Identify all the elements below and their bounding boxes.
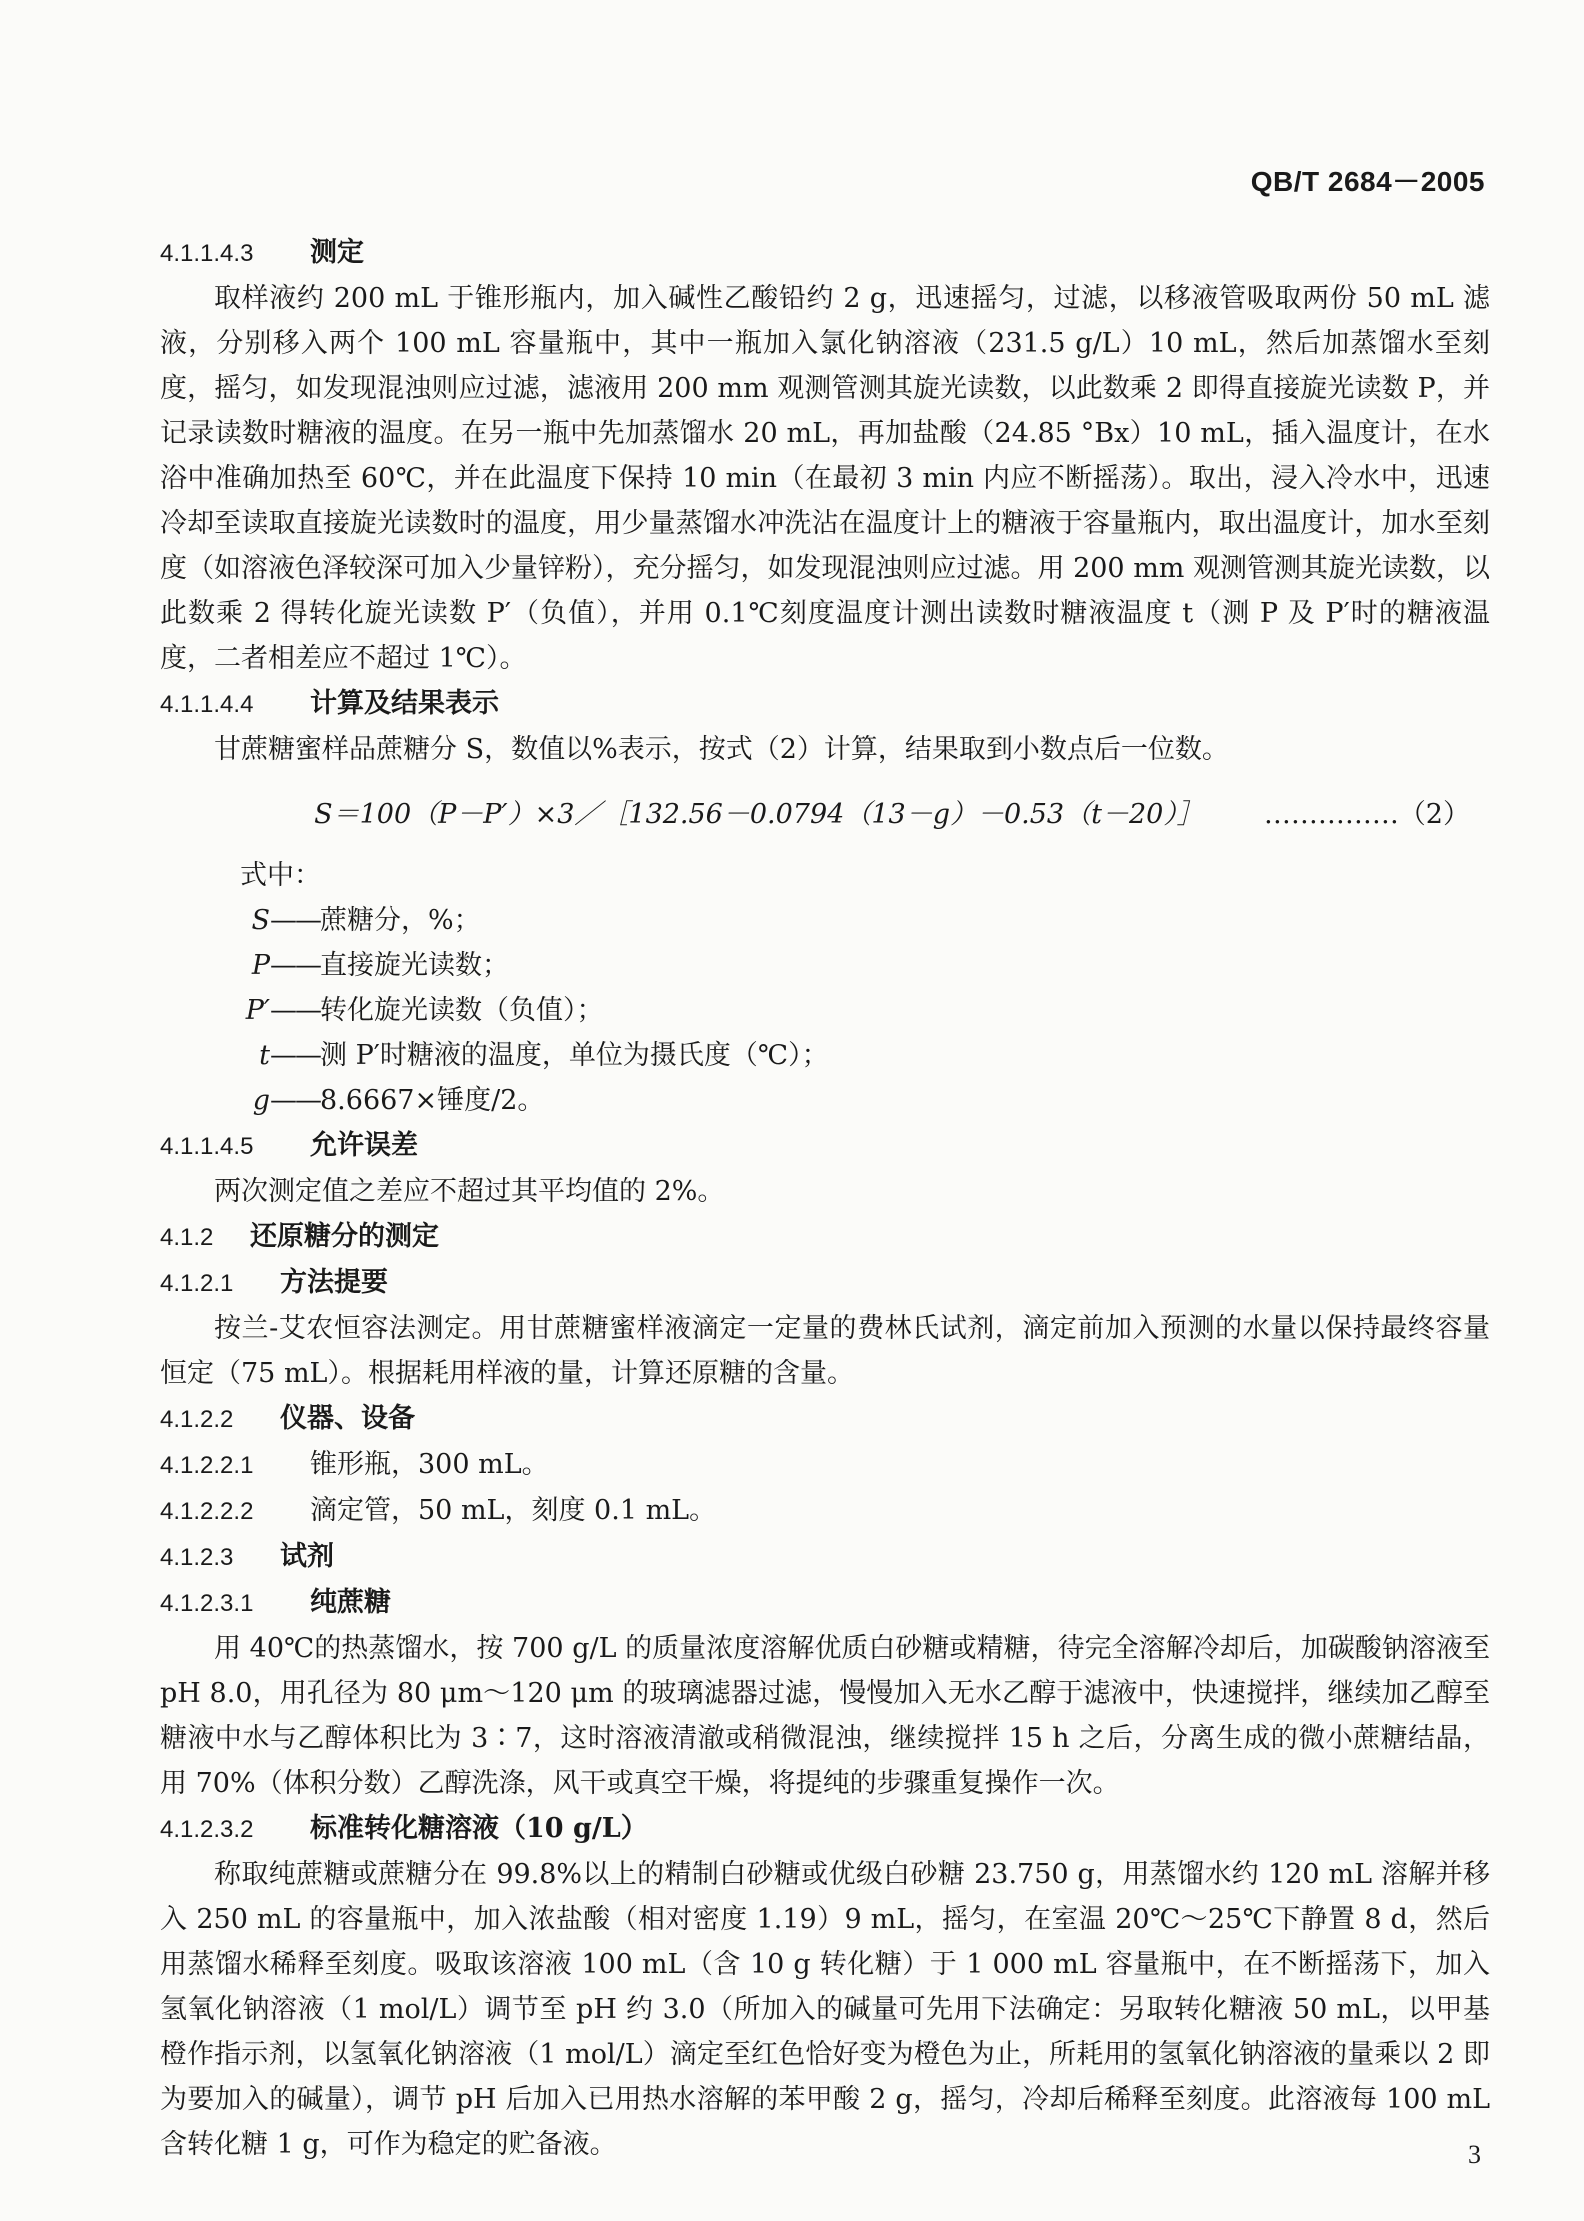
section-title: 计算及结果表示	[310, 688, 499, 719]
definition-item	[160, 1078, 1490, 1123]
section-heading	[160, 681, 1490, 727]
definition-dash: ——	[270, 950, 320, 981]
definition-dash: ——	[270, 905, 320, 936]
definition-dash: ——	[270, 1085, 320, 1116]
paragraph: 两次测定值之差应不超过其平均值的 2%。	[214, 1176, 725, 1207]
section-title: 标准转化糖溶液（10 g/L）	[310, 1813, 648, 1844]
section-text: 滴定管，50 mL，刻度 0.1 mL。	[310, 1495, 717, 1526]
section-heading	[160, 1534, 1490, 1580]
definition-text: 测 P′时糖液的温度，单位为摄氏度（℃）；	[320, 1040, 829, 1071]
paragraph: 甘蔗糖蜜样品蔗糖分 S，数值以%表示，按式（2）计算，结果取到小数点后一位数。	[214, 734, 1229, 765]
standard-code: QB/T 2684－2005	[1250, 166, 1485, 197]
section-number: 4.1.2.2.1	[160, 1452, 254, 1479]
section-number: 4.1.2.2.2	[160, 1498, 254, 1525]
definition-symbol: P	[251, 950, 270, 981]
definition-dash: ——	[270, 1040, 320, 1071]
section-title: 允许误差	[310, 1130, 418, 1161]
section-number: 4.1.2.2	[160, 1406, 234, 1433]
definition-item	[160, 943, 1490, 988]
section-title: 试剂	[280, 1541, 334, 1572]
formula-number: ……………（2）	[1263, 799, 1470, 830]
section-title: 方法提要	[280, 1267, 388, 1298]
section-number: 4.1.2	[160, 1224, 214, 1251]
definition-item	[160, 898, 1490, 943]
section-title: 纯蔗糖	[310, 1587, 391, 1618]
section-item	[160, 1442, 1490, 1488]
definition-symbol: P′	[245, 995, 270, 1026]
section-heading	[160, 1806, 1490, 1852]
section-title: 测定	[310, 237, 364, 268]
definition-item	[160, 1033, 1490, 1078]
section-title: 还原糖分的测定	[250, 1221, 439, 1252]
definition-text: 转化旋光读数（负值）；	[320, 995, 604, 1026]
definition-symbol: S	[251, 905, 270, 936]
paragraph: 取样液约 200 mL 于锥形瓶内，加入碱性乙酸铅约 2 g，迅速摇匀，过滤，以移液管吸取两份 50 mL 滤液，分别移入两个 100 mL 容量瓶中，其中一瓶加入氯化钠溶液（231.5 g/L）10 mL，然后加蒸馏水至刻度，摇匀，如发现混浊则应过滤，滤液用 200 mm 观测管测其旋光读数，以此数乘 2 即得直接旋光读数 P，并记录读数时糖液的温度。在另一瓶中先加蒸馏水 20 mL，再加盐酸（24.85 °Bx）10 mL，插入温度计，在水浴中准确加热至 60℃，并在此温度下保持 10 min（在最初 3 min 内应不断摇荡）。取出，浸入冷水中，迅速冷却至读取直接旋光读数时的温度，用少量蒸馏水冲洗沾在温度计上的糖液于容量瓶内，取出温度计，加水至刻度（如溶液色泽较深可加入少量锌粉），充分摇匀，如发现混浊则应过滤。用 200 mm 观测管测其旋光读数，以此数乘 2 得转化旋光读数 P′（负值），并用 0.1℃刻度温度计测出读数时糖液温度 t（测 P 及 P′时的糖液温度，二者相差应不超过 1℃）。	[160, 283, 1490, 674]
section-item	[160, 1488, 1490, 1534]
section-title: 仪器、设备	[280, 1403, 415, 1434]
definition-symbol: t	[259, 1040, 270, 1071]
section-heading	[160, 230, 1490, 276]
section-heading	[160, 1580, 1490, 1626]
definition-text: 蔗糖分，%；	[320, 905, 481, 936]
paragraph: 按兰-艾农恒容法测定。用甘蔗糖蜜样液滴定一定量的费林氏试剂，滴定前加入预测的水量以保持最终容量恒定（75 mL）。根据耗用样液的量，计算还原糖的含量。	[160, 1313, 1490, 1389]
definition-text: 直接旋光读数；	[320, 950, 509, 981]
where-label: 式中：	[240, 860, 321, 891]
definition-item	[160, 988, 1490, 1033]
formula	[160, 792, 1490, 837]
definition-text: 8.6667×锤度/2。	[320, 1085, 545, 1116]
page-number: 3	[1468, 2140, 1481, 2169]
section-heading	[160, 1214, 1490, 1260]
section-number: 4.1.1.4.4	[160, 691, 254, 718]
document-body	[160, 230, 1490, 2167]
section-number: 4.1.1.4.5	[160, 1133, 254, 1160]
definition-dash: ——	[270, 995, 320, 1026]
section-number: 4.1.2.3.2	[160, 1816, 254, 1843]
section-number: 4.1.2.3.1	[160, 1590, 254, 1617]
section-heading	[160, 1123, 1490, 1169]
section-text: 锥形瓶，300 mL。	[310, 1449, 549, 1480]
section-number: 4.1.2.3	[160, 1544, 234, 1571]
formula-expression: S＝100（P－P′）×3／［132.56－0.0794（13－g）－0.53（t－20）］	[314, 799, 1204, 830]
section-number: 4.1.2.1	[160, 1270, 234, 1297]
section-number: 4.1.1.4.3	[160, 240, 254, 267]
section-heading	[160, 1260, 1490, 1306]
paragraph: 称取纯蔗糖或蔗糖分在 99.8%以上的精制白砂糖或优级白砂糖 23.750 g，用蒸馏水约 120 mL 溶解并移入 250 mL 的容量瓶中，加入浓盐酸（相对密度 1.19）9 mL，摇匀，在室温 20℃～25℃下静置 8 d，然后用蒸馏水稀释至刻度。吸取该溶液 100 mL（含 10 g 转化糖）于 1 000 mL 容量瓶中，在不断摇荡下，加入氢氧化钠溶液（1 mol/L）调节至 pH 约 3.0（所加入的碱量可先用下法确定：另取转化糖液 50 mL，以甲基橙作指示剂，以氢氧化钠溶液（1 mol/L）滴定至红色恰好变为橙色为止，所耗用的氢氧化钠溶液的量乘以 2 即为要加入的碱量），调节 pH 后加入已用热水溶解的苯甲酸 2 g，摇匀，冷却后稀释至刻度。此溶液每 100 mL 含转化糖 1 g，可作为稳定的贮备液。	[160, 1859, 1490, 2160]
section-heading	[160, 1396, 1490, 1442]
paragraph: 用 40℃的热蒸馏水，按 700 g/L 的质量浓度溶解优质白砂糖或精糖，待完全溶解冷却后，加碳酸钠溶液至 pH 8.0，用孔径为 80 μm～120 μm 的玻璃滤器过滤，慢慢加入无水乙醇于滤液中，快速搅拌，继续加乙醇至糖液中水与乙醇体积比为 3∶7，这时溶液清澈或稍微混浊，继续搅拌 15 h 之后，分离生成的微小蔗糖结晶，用 70%（体积分数）乙醇洗涤，风干或真空干燥，将提纯的步骤重复操作一次。	[160, 1633, 1490, 1799]
definition-symbol: g	[252, 1085, 270, 1116]
